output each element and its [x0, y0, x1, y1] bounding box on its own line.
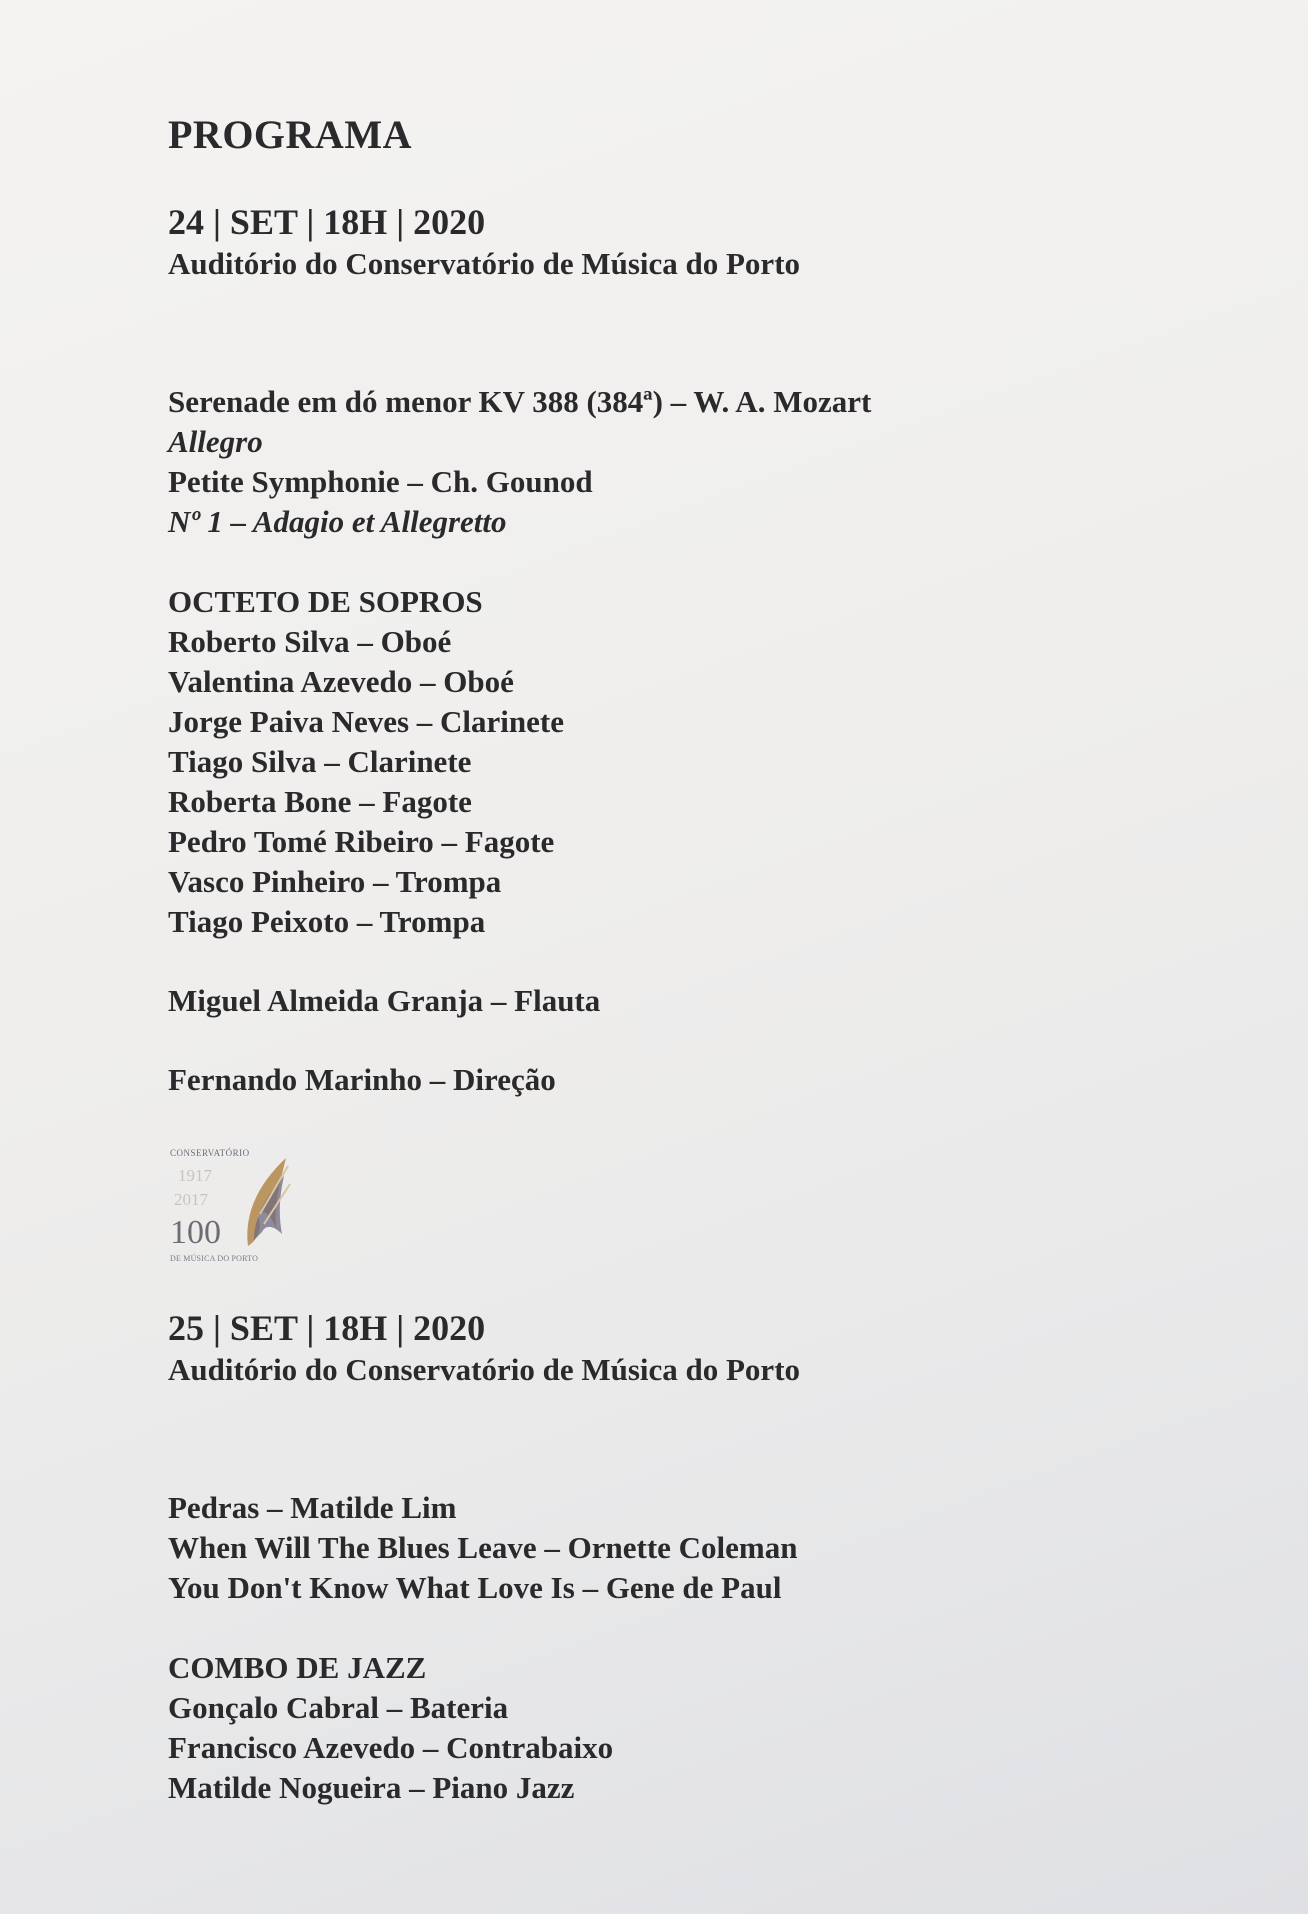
concert-2-works — [168, 1488, 1228, 1608]
concert-2 — [168, 1306, 1228, 1808]
program-page — [168, 110, 1228, 1808]
ensemble-title: COMBO DE JAZZ — [168, 1650, 427, 1685]
work-line: Pedras – Matilde Lim — [168, 1490, 457, 1525]
logo-top-text: CONSERVATÓRIO — [170, 1148, 250, 1158]
work-movement: Allegro — [168, 424, 263, 459]
member-line: Gonçalo Cabral – Bateria — [168, 1690, 509, 1725]
member-line: Roberto Silva – Oboé — [168, 624, 452, 659]
member-line: Roberta Bone – Fagote — [168, 784, 472, 819]
conductor-line: Fernando Marinho – Direção — [168, 1062, 556, 1097]
page-title: PROGRAMA — [168, 112, 412, 157]
member-line: Tiago Silva – Clarinete — [168, 744, 472, 779]
member-line: Pedro Tomé Ribeiro – Fagote — [168, 824, 555, 859]
work-movement: Nº 1 – Adagio et Allegretto — [168, 504, 507, 539]
concert-2-ensemble — [168, 1648, 1228, 1808]
logo-year-end: 2017 — [174, 1190, 208, 1209]
concert-1 — [168, 200, 1228, 1100]
conservatorio-100-logo — [170, 1148, 298, 1266]
logo-number: 100 — [170, 1214, 221, 1251]
member-line: Valentina Azevedo – Oboé — [168, 664, 514, 699]
member-line: Tiago Peixoto – Trompa — [168, 904, 486, 939]
logo-year-start: 1917 — [178, 1166, 212, 1185]
soloist-line: Miguel Almeida Granja – Flauta — [168, 983, 601, 1018]
concert-1-works — [168, 382, 1228, 542]
work-line: Petite Symphonie – Ch. Gounod — [168, 464, 593, 499]
member-line: Matilde Nogueira – Piano Jazz — [168, 1770, 575, 1805]
concert-1-date: 24 | SET | 18H | 2020 — [168, 202, 486, 242]
work-line: You Don't Know What Love Is – Gene de Paul — [168, 1570, 782, 1605]
member-line: Jorge Paiva Neves – Clarinete — [168, 704, 564, 739]
work-line: When Will The Blues Leave – Ornette Coleman — [168, 1530, 798, 1565]
ensemble-title: OCTETO DE SOPROS — [168, 584, 483, 619]
concert-2-date: 25 | SET | 18H | 2020 — [168, 1308, 486, 1348]
member-line: Vasco Pinheiro – Trompa — [168, 864, 502, 899]
member-line: Francisco Azevedo – Contrabaixo — [168, 1730, 614, 1765]
concert-2-venue: Auditório do Conservatório de Música do Porto — [168, 1352, 801, 1387]
logo-bottom-text: DE MÚSICA DO PORTO — [170, 1254, 259, 1263]
work-line: Serenade em dó menor KV 388 (384ª) – W. A. Mozart — [168, 384, 872, 419]
flame-icon — [240, 1154, 292, 1254]
concert-1-venue: Auditório do Conservatório de Música do Porto — [168, 246, 801, 281]
concert-1-ensemble — [168, 582, 1228, 942]
